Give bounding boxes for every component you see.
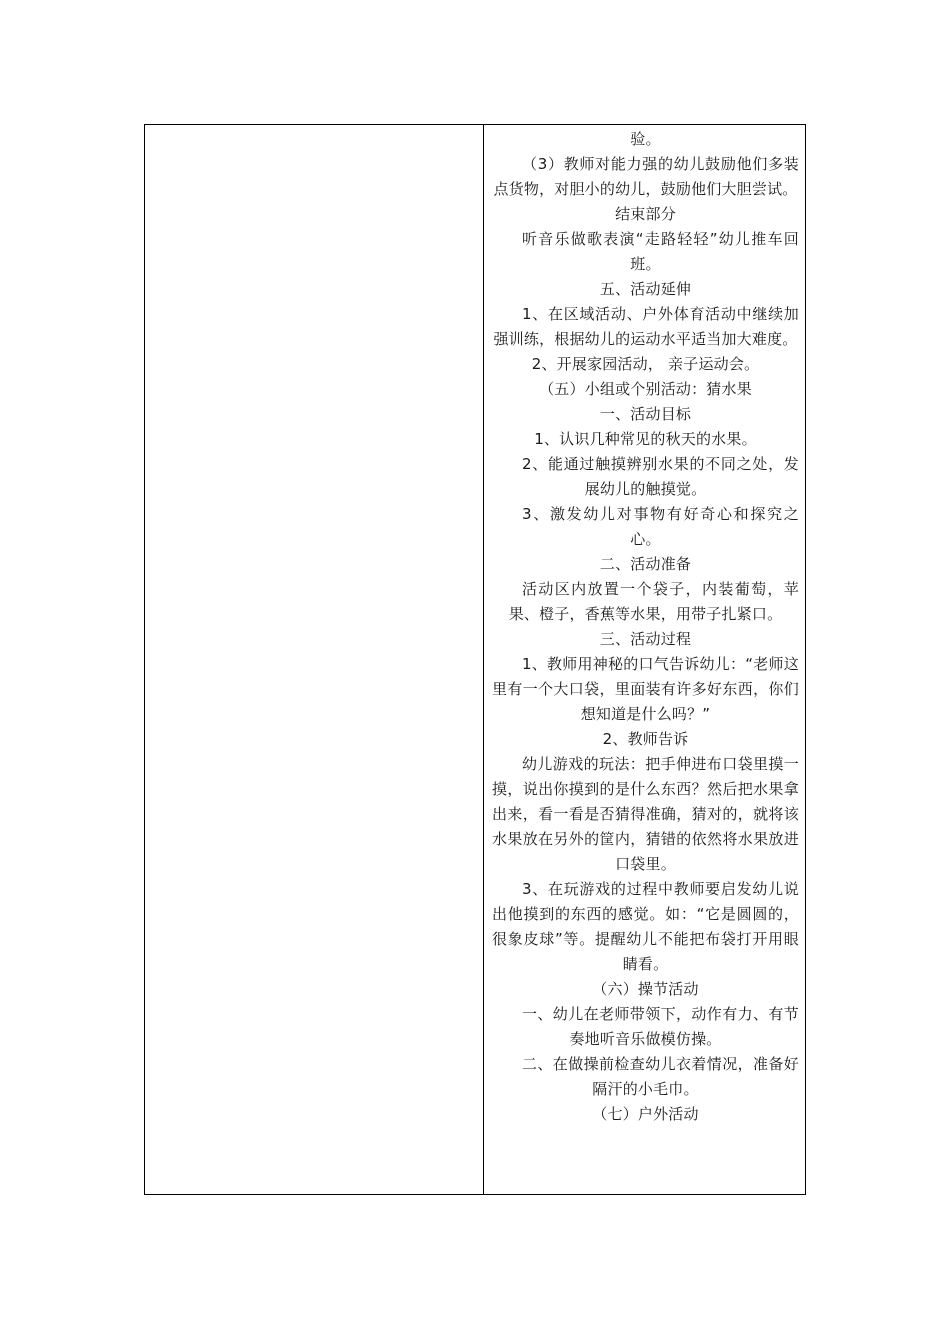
heading-group-activity: （五）小组或个别活动：猜水果 — [539, 380, 752, 398]
lesson-table — [144, 124, 806, 1195]
heading-outdoor: （七）户外活动 — [592, 1105, 699, 1123]
paragraph-process-2: 2、教师告诉 — [602, 730, 689, 748]
paragraph-process-3: 3、在玩游戏的过程中教师要启发幼儿说出他摸到的东西的感觉。如：“它是圆圆的，很象皮球”等。提醒幼儿不能把布袋打开用眼睛看。 — [492, 880, 799, 973]
paragraph-goal-2: 2、能通过触摸辨别水果的不同之处，发展幼儿的触摸觉。 — [522, 455, 799, 498]
paragraph-continuation: 验。 — [630, 130, 661, 148]
paragraph-goal-3: 3、激发幼儿对事物有好奇心和探究之心。 — [522, 505, 799, 548]
heading-preparation: 二、活动准备 — [599, 555, 692, 573]
heading-process: 三、活动过程 — [599, 630, 692, 648]
paragraph-extension-2: 2、开展家园活动， 亲子运动会。 — [531, 355, 760, 373]
paragraph-goal-1: 1、认识几种常见的秋天的水果。 — [534, 430, 757, 448]
paragraph-exercise-2: 二、在做操前检查幼儿衣着情况，准备好隔汗的小毛巾。 — [522, 1055, 799, 1098]
table-right-cell — [484, 125, 805, 1194]
paragraph-ending: 听音乐做歌表演“走路轻轻”幼儿推车回班。 — [522, 230, 799, 273]
paragraph-process-1: 1、教师用神秘的口气告诉幼儿：“老师这里有一个大口袋，里面装有许多好东西，你们想知道是什么吗？” — [492, 655, 799, 723]
paragraph-preparation: 活动区内放置一个袋子，内装葡萄，苹果、橙子，香蕉等水果，用带子扎紧口。 — [508, 580, 799, 623]
paragraph-exercise-1: 一、幼儿在老师带领下，动作有力、有节奏地听音乐做模仿操。 — [522, 1005, 799, 1048]
paragraph-game-rules: 幼儿游戏的玩法：把手伸进布口袋里摸一摸，说出你摸到的是什么东西？然后把水果拿出来，看一看是否猜得准确，猜对的，就将该水果放在另外的筐内，猜错的依然将水果放进口袋里。 — [492, 755, 799, 873]
paragraph-extension-1: 1、在区域活动、户外体育活动中继续加强训练，根据幼儿的运动水平适当加大难度。 — [493, 305, 799, 348]
heading-ending-part: 结束部分 — [615, 205, 676, 223]
paragraph-step-3: （3）教师对能力强的幼儿鼓励他们多装点货物，对胆小的幼儿，鼓励他们大胆尝试。 — [493, 155, 799, 198]
heading-extension: 五、活动延伸 — [599, 280, 692, 298]
heading-goals: 一、活动目标 — [599, 405, 692, 423]
table-left-cell — [145, 125, 484, 1194]
heading-exercise: （六）操节活动 — [592, 980, 699, 998]
